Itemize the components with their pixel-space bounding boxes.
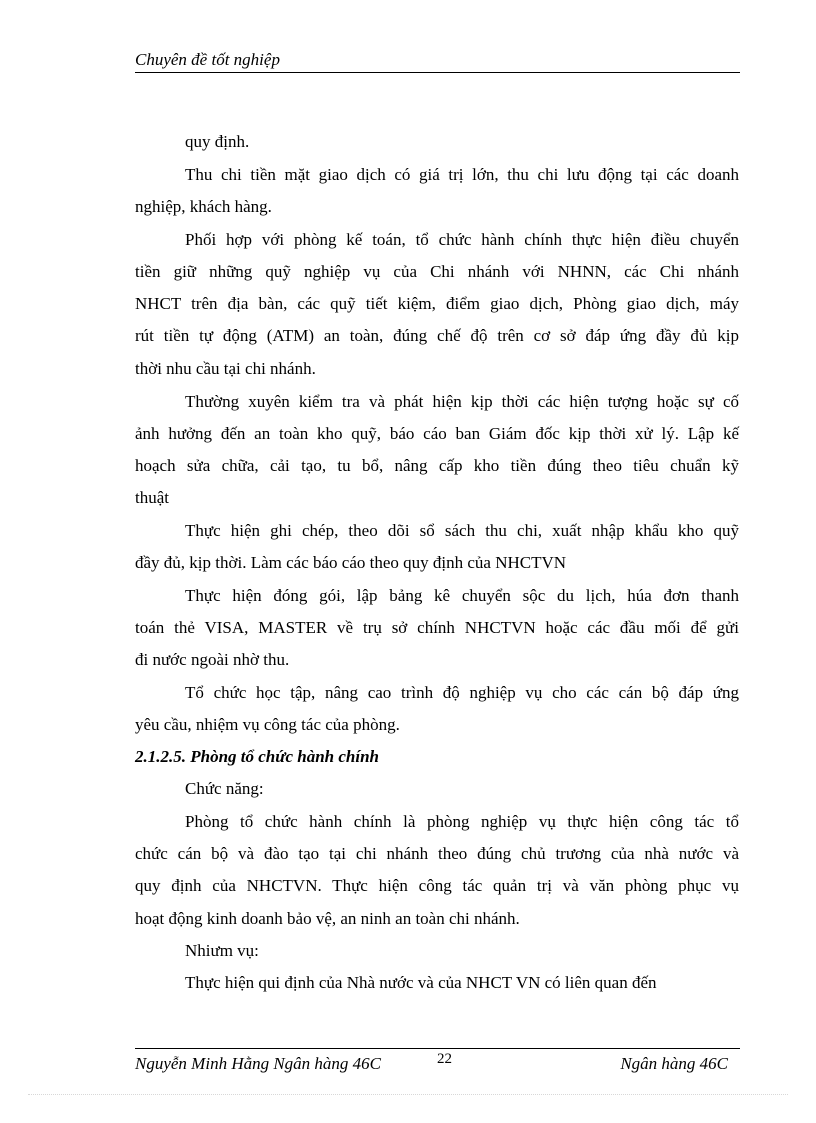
- text-line: thời nhu cầu tại chi nhánh.: [135, 359, 316, 378]
- page-footer: [135, 1048, 740, 1079]
- text-line: Chức năng:: [185, 779, 264, 798]
- text-line: thuật: [135, 488, 169, 507]
- text-line: Phòng tổ chức hành chính là phòng nghiệp vụ thực hiện công tác tổ: [185, 812, 739, 831]
- text-line: ảnh hưởng đến an toàn kho quỹ, báo cáo ban Giám đốc kịp thời xử lý. Lập kế: [135, 424, 739, 443]
- section-heading: 2.1.2.5. Phòng tổ chức hành chính: [135, 747, 379, 766]
- text-line: NHCT trên địa bàn, các quỹ tiết kiệm, điểm giao dịch, Phòng giao dịch, máy: [135, 294, 739, 313]
- text-line: chức cán bộ và đào tạo tại chi nhánh theo đúng chủ trương của nhà nước và: [135, 844, 739, 863]
- text-line: Thu chi tiền mặt giao dịch có giá trị lớn, thu chi lưu động tại các doanh: [185, 165, 739, 184]
- text-line: hoạt động kinh doanh bảo vệ, an ninh an toàn chi nhánh.: [135, 909, 520, 928]
- text-line: đầy đủ, kịp thời. Làm các báo cáo theo quy định của NHCTVN: [135, 553, 567, 572]
- text-line: đi nước ngoài nhờ thu.: [135, 650, 290, 669]
- page-edge-divider: [28, 1094, 788, 1095]
- text-line: quy định của NHCTVN. Thực hiện công tác quản trị và văn phòng phục vụ: [135, 876, 739, 895]
- text-line: rút tiền tự động (ATM) an toàn, đúng chế độ trên cơ sở đáp ứng đầy đủ kịp: [135, 326, 739, 345]
- text-line: Thường xuyên kiểm tra và phát hiện kịp thời các hiện tượng hoặc sự cố: [185, 392, 739, 411]
- text-line: Tổ chức học tập, nâng cao trình độ nghiệp vụ cho các cán bộ đáp ứng: [185, 683, 739, 702]
- text-line: Phối hợp với phòng kế toán, tổ chức hành chính thực hiện điều chuyển: [185, 230, 739, 249]
- footer-author: Nguyễn Minh Hằng Ngân hàng 46C: [135, 1054, 382, 1073]
- header-title: Chuyên đề tốt nghiệp: [135, 50, 280, 69]
- text-line: quy định.: [185, 132, 250, 151]
- footer-class: Ngân hàng 46C: [620, 1054, 728, 1073]
- text-line: Nhiưm vụ:: [185, 941, 259, 960]
- text-line: nghiệp, khách hàng.: [135, 197, 272, 216]
- text-line: hoạch sửa chữa, cải tạo, tu bổ, nâng cấp kho tiền đúng theo tiêu chuẩn kỹ: [135, 456, 739, 475]
- text-line: Thực hiện qui định của Nhà nước và của NHCT VN có liên quan đến: [185, 973, 657, 992]
- text-line: Thực hiện ghi chép, theo dõi sổ sách thu chi, xuất nhập khẩu kho quỹ: [185, 521, 739, 540]
- text-line: Thực hiện đóng gói, lập bảng kê chuyển sộc du lịch, húa đơn thanh: [185, 586, 739, 605]
- text-line: tiền giữ những quỹ nghiệp vụ của Chi nhánh với NHNN, các Chi nhánh: [135, 262, 739, 281]
- page-number: 22: [437, 1051, 452, 1067]
- page-header: [135, 48, 740, 73]
- text-line: yêu cầu, nhiệm vụ công tác của phòng.: [135, 715, 400, 734]
- text-line: toán thẻ VISA, MASTER về trụ sở chính NHCTVN hoặc các đầu mối để gửi: [135, 618, 739, 637]
